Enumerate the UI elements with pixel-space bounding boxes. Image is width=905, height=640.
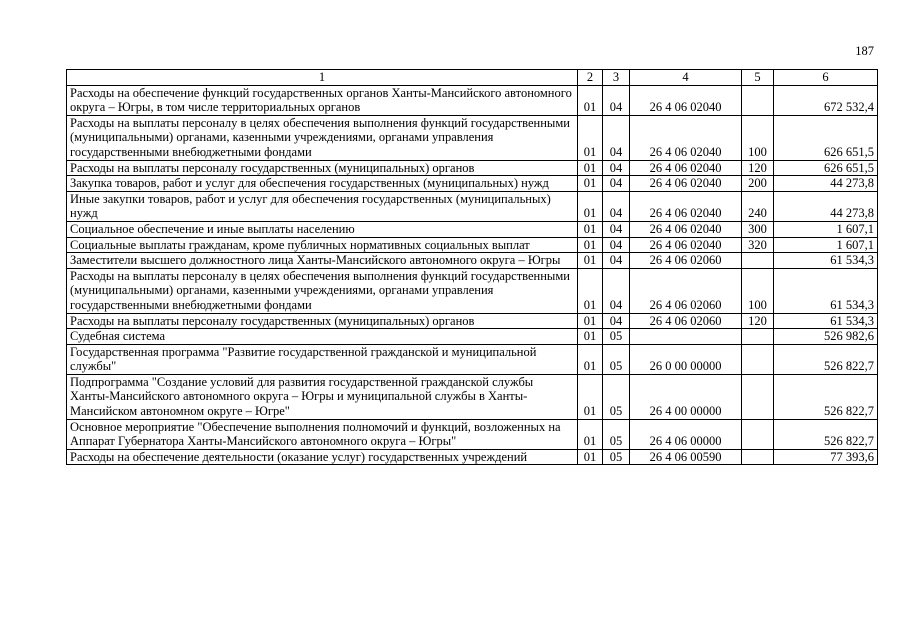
row-target-article <box>630 329 742 345</box>
column-header-section: 2 <box>578 70 603 86</box>
row-subsection: 04 <box>603 237 630 253</box>
table-row <box>67 313 878 329</box>
row-expense-type <box>742 85 774 115</box>
row-subsection: 04 <box>603 115 630 160</box>
table-row <box>67 160 878 176</box>
table-row <box>67 344 878 374</box>
row-section: 01 <box>578 115 603 160</box>
row-expense-type <box>742 374 774 419</box>
row-name: Заместители высшего должностного лица Ханты-Мансийского автономного округа – Югры <box>67 253 578 269</box>
row-section: 01 <box>578 449 603 465</box>
table-row <box>67 374 878 419</box>
row-expense-type <box>742 329 774 345</box>
row-name: Государственная программа "Развитие государственной гражданской и муниципальной службы" <box>67 344 578 374</box>
row-amount: 44 273,8 <box>774 176 878 192</box>
row-amount: 61 534,3 <box>774 268 878 313</box>
row-expense-type: 100 <box>742 268 774 313</box>
row-expense-type: 120 <box>742 160 774 176</box>
row-name: Социальное обеспечение и иные выплаты населению <box>67 221 578 237</box>
table-header <box>67 70 878 86</box>
row-expense-type: 320 <box>742 237 774 253</box>
row-target-article: 26 4 06 02040 <box>630 191 742 221</box>
table-row <box>67 221 878 237</box>
row-expense-type <box>742 419 774 449</box>
row-expense-type: 200 <box>742 176 774 192</box>
row-amount: 61 534,3 <box>774 253 878 269</box>
row-target-article: 26 0 00 00000 <box>630 344 742 374</box>
row-expense-type <box>742 344 774 374</box>
row-name: Судебная система <box>67 329 578 345</box>
row-subsection: 04 <box>603 221 630 237</box>
row-name: Основное мероприятие "Обеспечение выполнения полномочий и функций, возложенных на Аппарат Губернатора Ханты-Мансийского автономного округа – Югры" <box>67 419 578 449</box>
row-target-article: 26 4 06 02040 <box>630 221 742 237</box>
row-expense-type <box>742 253 774 269</box>
row-name: Расходы на выплаты персоналу государственных (муниципальных) органов <box>67 313 578 329</box>
row-amount: 526 982,6 <box>774 329 878 345</box>
row-amount: 672 532,4 <box>774 85 878 115</box>
row-subsection: 04 <box>603 85 630 115</box>
row-expense-type: 100 <box>742 115 774 160</box>
row-section: 01 <box>578 313 603 329</box>
table-row <box>67 253 878 269</box>
row-amount: 526 822,7 <box>774 374 878 419</box>
row-amount: 1 607,1 <box>774 237 878 253</box>
row-subsection: 05 <box>603 449 630 465</box>
row-name: Расходы на обеспечение функций государственных органов Ханты-Мансийского автономного округа – Югры, в том числе территориальных органов <box>67 85 578 115</box>
budget-table <box>66 69 878 465</box>
column-header-target-article: 4 <box>630 70 742 86</box>
row-subsection: 04 <box>603 160 630 176</box>
row-subsection: 04 <box>603 253 630 269</box>
row-target-article: 26 4 06 02060 <box>630 313 742 329</box>
row-section: 01 <box>578 344 603 374</box>
row-amount: 44 273,8 <box>774 191 878 221</box>
row-amount: 626 651,5 <box>774 160 878 176</box>
table-row <box>67 191 878 221</box>
row-name: Иные закупки товаров, работ и услуг для обеспечения государственных (муниципальных) нужд <box>67 191 578 221</box>
table-row <box>67 176 878 192</box>
row-target-article: 26 4 06 02060 <box>630 268 742 313</box>
row-expense-type: 300 <box>742 221 774 237</box>
row-section: 01 <box>578 419 603 449</box>
row-name: Расходы на выплаты персоналу государственных (муниципальных) органов <box>67 160 578 176</box>
table-row <box>67 115 878 160</box>
column-header-subsection: 3 <box>603 70 630 86</box>
row-target-article: 26 4 06 02040 <box>630 115 742 160</box>
row-section: 01 <box>578 329 603 345</box>
table-body <box>67 85 878 465</box>
row-target-article: 26 4 06 00000 <box>630 419 742 449</box>
row-target-article: 26 4 06 02040 <box>630 176 742 192</box>
row-subsection: 05 <box>603 374 630 419</box>
table-row <box>67 268 878 313</box>
row-name: Подпрограмма "Создание условий для развития государственной гражданской службы Ханты-Мансийского автономного округа – Югры и муниципальной службы в Ханты-Мансийском автономном округе – Югре" <box>67 374 578 419</box>
row-section: 01 <box>578 374 603 419</box>
row-target-article: 26 4 00 00000 <box>630 374 742 419</box>
row-subsection: 04 <box>603 191 630 221</box>
row-expense-type: 240 <box>742 191 774 221</box>
row-name: Расходы на выплаты персоналу в целях обеспечения выполнения функций государственными (муниципальными) органами, казенными учреждениями, органами управления государственными внебюджетными фондами <box>67 115 578 160</box>
row-amount: 526 822,7 <box>774 344 878 374</box>
row-expense-type <box>742 449 774 465</box>
row-subsection: 05 <box>603 329 630 345</box>
row-section: 01 <box>578 191 603 221</box>
row-section: 01 <box>578 268 603 313</box>
column-header-amount: 6 <box>774 70 878 86</box>
row-target-article: 26 4 06 02040 <box>630 85 742 115</box>
row-amount: 526 822,7 <box>774 419 878 449</box>
row-section: 01 <box>578 160 603 176</box>
column-header-name: 1 <box>67 70 578 86</box>
row-amount: 77 393,6 <box>774 449 878 465</box>
row-subsection: 04 <box>603 268 630 313</box>
table-row <box>67 237 878 253</box>
row-name: Социальные выплаты гражданам, кроме публичных нормативных социальных выплат <box>67 237 578 253</box>
row-subsection: 04 <box>603 176 630 192</box>
row-amount: 1 607,1 <box>774 221 878 237</box>
row-name: Расходы на обеспечение деятельности (оказание услуг) государственных учреждений <box>67 449 578 465</box>
row-subsection: 05 <box>603 344 630 374</box>
row-section: 01 <box>578 237 603 253</box>
row-target-article: 26 4 06 00590 <box>630 449 742 465</box>
column-header-expense-type: 5 <box>742 70 774 86</box>
row-subsection: 04 <box>603 313 630 329</box>
row-expense-type: 120 <box>742 313 774 329</box>
row-section: 01 <box>578 221 603 237</box>
row-subsection: 05 <box>603 419 630 449</box>
row-amount: 61 534,3 <box>774 313 878 329</box>
row-section: 01 <box>578 176 603 192</box>
header-row <box>67 70 878 86</box>
row-target-article: 26 4 06 02040 <box>630 237 742 253</box>
row-target-article: 26 4 06 02040 <box>630 160 742 176</box>
row-amount: 626 651,5 <box>774 115 878 160</box>
row-name: Закупка товаров, работ и услуг для обеспечения государственных (муниципальных) нужд <box>67 176 578 192</box>
row-target-article: 26 4 06 02060 <box>630 253 742 269</box>
page-number: 187 <box>855 44 874 58</box>
row-section: 01 <box>578 253 603 269</box>
row-section: 01 <box>578 85 603 115</box>
table-row <box>67 449 878 465</box>
table-row <box>67 329 878 345</box>
table-row <box>67 85 878 115</box>
row-name: Расходы на выплаты персоналу в целях обеспечения выполнения функций государственными (муниципальными) органами, казенными учреждениями, органами управления государственными внебюджетными фондами <box>67 268 578 313</box>
table-row <box>67 419 878 449</box>
